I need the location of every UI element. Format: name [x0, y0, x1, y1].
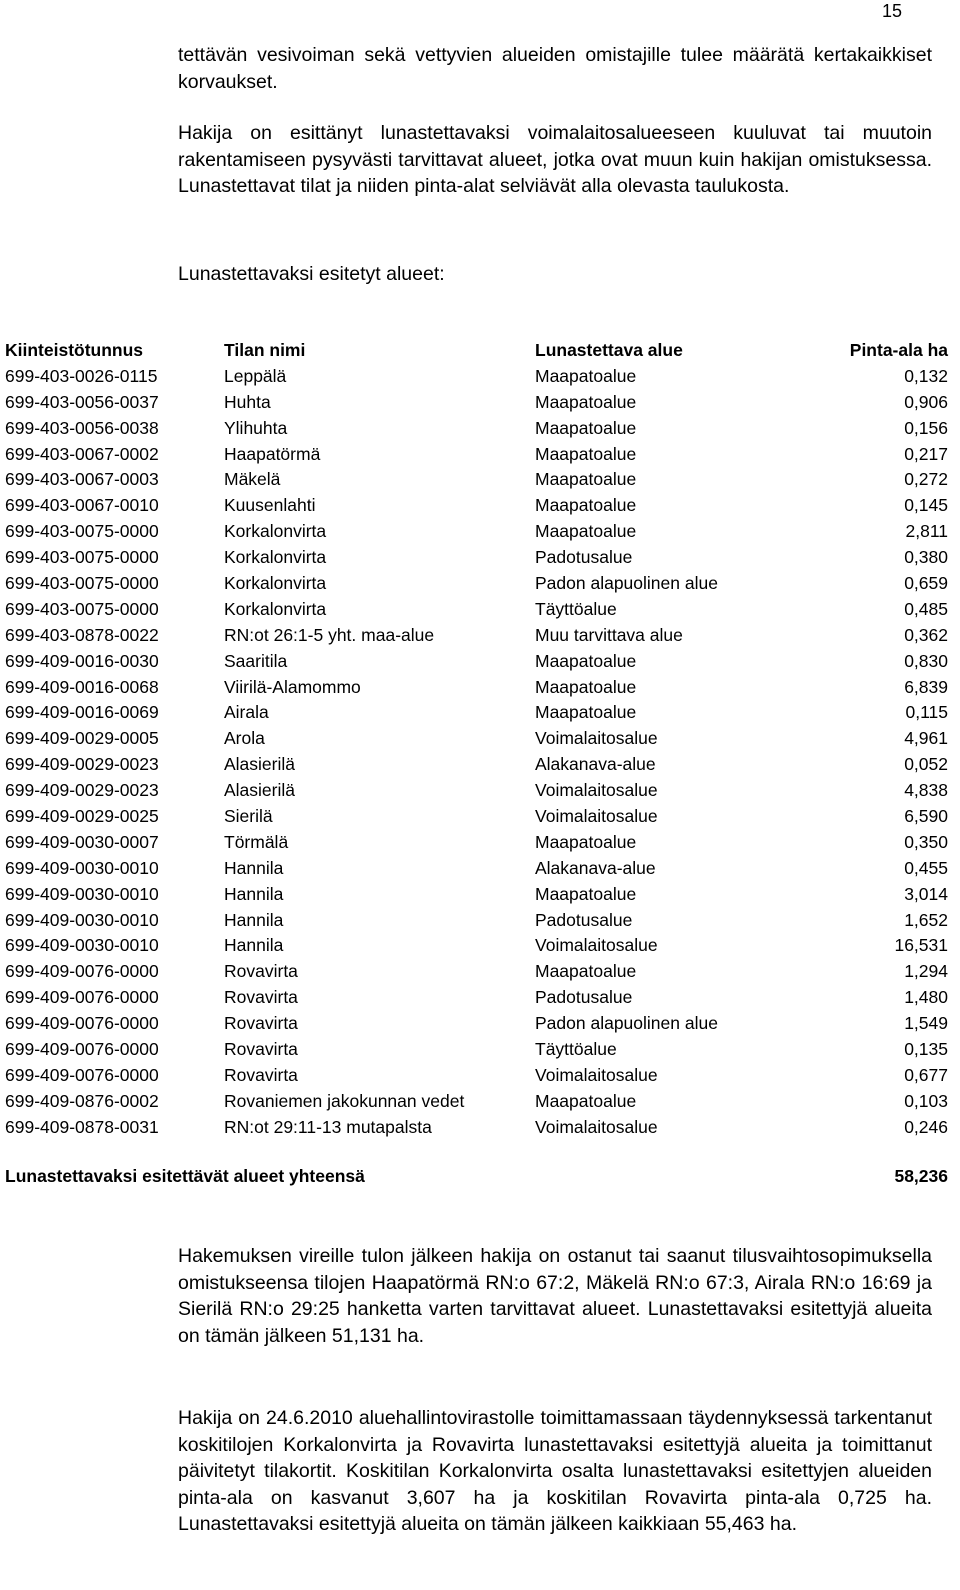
- table-caption: Lunastettavaksi esitetyt alueet:: [178, 263, 445, 285]
- cell-property-id: 699-409-0030-0010: [5, 857, 159, 878]
- cell-area-ha: 4,961: [904, 728, 948, 749]
- table-row: [5, 597, 948, 623]
- cell-area-ha: 0,380: [904, 547, 948, 568]
- table-row: [5, 856, 948, 882]
- cell-area-type: Maapatoalue: [535, 417, 637, 438]
- cell-area-type: Voimalaitosalue: [535, 806, 658, 827]
- header-property-id: Kiinteistötunnus: [5, 340, 144, 360]
- cell-area-ha: 0,132: [904, 365, 948, 386]
- table-row: [5, 571, 948, 597]
- table-row: [5, 364, 948, 390]
- cell-area-ha: 2,811: [905, 521, 948, 542]
- table-row: [5, 959, 948, 985]
- cell-area-type: Padotusalue: [535, 987, 633, 1008]
- cell-estate-name: Mäkelä: [224, 469, 281, 490]
- cell-estate-name: Airala: [224, 702, 269, 723]
- cell-property-id: 699-409-0029-0005: [5, 728, 159, 749]
- cell-area-type: Maapatoalue: [535, 469, 637, 490]
- paragraph-expropriation-areas: Hakija on esittänyt lunastettavaksi voimalaitosalueeseen kuuluvat tai muutoin rakentamiseen pysyvästi tarvittavat alueet, jotka ovat muun kuin hakijan omistuksessa. Lunastettavat tilat ja niiden pinta-alat selviävät alla olevasta taulukosta.: [178, 122, 932, 197]
- cell-area-type: Maapatoalue: [535, 1090, 637, 1111]
- cell-area-type: Padotusalue: [535, 909, 633, 930]
- cell-area-ha: 0,246: [904, 1116, 948, 1137]
- cell-area-type: Voimalaitosalue: [535, 728, 658, 749]
- cell-area-type: Maapatoalue: [535, 365, 637, 386]
- cell-property-id: 699-403-0026-0115: [5, 365, 158, 386]
- cell-estate-name: Hannila: [224, 935, 284, 956]
- table-row: [5, 1115, 948, 1141]
- cell-property-id: 699-409-0076-0000: [5, 961, 159, 982]
- cell-area-ha: 1,480: [904, 987, 948, 1008]
- cell-area-ha: 0,659: [904, 573, 948, 594]
- property-table: [5, 338, 948, 1141]
- table-row: [5, 700, 948, 726]
- table-row: [5, 649, 948, 675]
- cell-area-type: Voimalaitosalue: [535, 780, 658, 801]
- cell-property-id: 699-409-0076-0000: [5, 1013, 159, 1034]
- table-total-row: [5, 1163, 948, 1189]
- cell-estate-name: Alasierilä: [224, 780, 295, 801]
- cell-area-ha: 0,350: [904, 831, 948, 852]
- cell-area-type: Täyttöalue: [535, 1039, 617, 1060]
- cell-area-ha: 16,531: [894, 935, 948, 956]
- cell-estate-name: Rovaniemen jakokunnan vedet: [224, 1090, 465, 1111]
- cell-property-id: 699-403-0878-0022: [5, 624, 159, 645]
- cell-estate-name: Ylihuhta: [224, 417, 288, 438]
- cell-property-id: 699-403-0075-0000: [5, 598, 159, 619]
- cell-area-ha: 0,485: [904, 598, 948, 619]
- cell-property-id: 699-403-0067-0003: [5, 469, 159, 490]
- table-row: [5, 493, 948, 519]
- cell-estate-name: Haapatörmä: [224, 443, 321, 464]
- paragraph-supplement: Hakija on 24.6.2010 aluehallintovirastolle toimittamassaan täydennyksessä tarkentanut koskitilojen Korkalonvirta ja Rovavirta lunastettavaksi esitettyjä alueita ja toimittanut päivitetyt tilakortit. Koskitilan Korkalonvirta osalta lunastettavaksi esitettyjen alueiden pinta-ala on kasvanut 3,607 ha ja koskitilan Rovavirta pinta-ala 0,725 ha. Lunastettavaksi esitettyjä alueita on tämän jälkeen kaikkiaan 55,463 ha.: [178, 1407, 932, 1535]
- cell-property-id: 699-403-0067-0002: [5, 443, 159, 464]
- cell-area-ha: 0,115: [905, 702, 948, 723]
- cell-area-type: Voimalaitosalue: [535, 935, 658, 956]
- cell-area-type: Täyttöalue: [535, 598, 617, 619]
- cell-area-type: Voimalaitosalue: [535, 1064, 658, 1085]
- total-label: Lunastettavaksi esitettävät alueet yhteensä: [5, 1166, 365, 1186]
- table-row: [5, 752, 948, 778]
- table-row: [5, 442, 948, 468]
- cell-property-id: 699-403-0075-0000: [5, 547, 159, 568]
- cell-area-ha: 0,362: [904, 624, 948, 645]
- cell-property-id: 699-409-0016-0068: [5, 676, 159, 697]
- cell-estate-name: Korkalonvirta: [224, 547, 327, 568]
- table-row: [5, 804, 948, 830]
- cell-area-ha: 1,294: [904, 961, 948, 982]
- table-header-row: [5, 338, 948, 364]
- total-value: 58,236: [894, 1166, 948, 1186]
- cell-estate-name: Rovavirta: [224, 961, 298, 982]
- table-row: [5, 675, 948, 701]
- cell-area-ha: 0,156: [904, 417, 948, 438]
- cell-area-ha: 6,590: [904, 806, 948, 827]
- cell-estate-name: Törmälä: [224, 831, 289, 852]
- header-area-type: Lunastettava alue: [535, 340, 683, 360]
- cell-estate-name: Korkalonvirta: [224, 521, 327, 542]
- cell-estate-name: Korkalonvirta: [224, 573, 327, 594]
- cell-area-type: Maapatoalue: [535, 495, 637, 516]
- cell-estate-name: Korkalonvirta: [224, 598, 327, 619]
- cell-estate-name: Alasierilä: [224, 754, 295, 775]
- cell-area-ha: 0,135: [904, 1039, 948, 1060]
- table-row: [5, 882, 948, 908]
- cell-area-type: Maapatoalue: [535, 443, 637, 464]
- cell-area-ha: 0,906: [904, 391, 948, 412]
- cell-area-ha: 1,549: [904, 1013, 948, 1034]
- cell-area-type: Alakanava-alue: [535, 754, 656, 775]
- table-row: [5, 908, 948, 934]
- cell-estate-name: Huhta: [224, 391, 271, 412]
- cell-estate-name: Kuusenlahti: [224, 495, 316, 516]
- cell-property-id: 699-409-0029-0023: [5, 754, 159, 775]
- cell-area-type: Maapatoalue: [535, 961, 637, 982]
- cell-estate-name: RN:ot 29:11-13 mutapalsta: [224, 1116, 432, 1137]
- cell-area-ha: 0,455: [904, 857, 948, 878]
- cell-area-type: Padon alapuolinen alue: [535, 1013, 718, 1034]
- paragraph-acquired-areas: Hakemuksen vireille tulon jälkeen hakija on ostanut tai saanut tilusvaihtosopimuksella omistukseensa tilojen Haapatörmä RN:o 67:2, Mäkelä RN:o 67:3, Airala RN:o 16:69 ja Sierilä RN:o 29:25 hanketta varten tarvittavat alueet. Lunastettavaksi esitettyjä alueita on tämän jälkeen 51,131 ha.: [178, 1245, 932, 1347]
- cell-estate-name: Viirilä-Alamommo: [224, 676, 361, 697]
- cell-estate-name: Hannila: [224, 883, 284, 904]
- table-row: [5, 1089, 948, 1115]
- cell-estate-name: Sierilä: [224, 806, 273, 827]
- cell-estate-name: Rovavirta: [224, 1013, 298, 1034]
- cell-area-ha: 1,652: [904, 909, 948, 930]
- cell-area-ha: 4,838: [904, 780, 948, 801]
- cell-estate-name: Rovavirta: [224, 987, 298, 1008]
- cell-property-id: 699-409-0876-0002: [5, 1090, 159, 1111]
- cell-area-type: Muu tarvittava alue: [535, 624, 683, 645]
- cell-estate-name: Leppälä: [224, 365, 287, 386]
- cell-area-type: Voimalaitosalue: [535, 1116, 658, 1137]
- cell-area-ha: 3,014: [904, 883, 948, 904]
- cell-estate-name: Hannila: [224, 857, 284, 878]
- table-row: [5, 1063, 948, 1089]
- table-row: [5, 985, 948, 1011]
- cell-area-type: Maapatoalue: [535, 521, 637, 542]
- cell-property-id: 699-409-0030-0007: [5, 831, 159, 852]
- cell-area-ha: 6,839: [904, 676, 948, 697]
- cell-property-id: 699-409-0029-0023: [5, 780, 159, 801]
- cell-property-id: 699-403-0075-0000: [5, 573, 159, 594]
- cell-estate-name: Arola: [224, 728, 265, 749]
- cell-estate-name: Hannila: [224, 909, 284, 930]
- table-row: [5, 390, 948, 416]
- cell-area-type: Padon alapuolinen alue: [535, 573, 718, 594]
- cell-property-id: 699-403-0067-0010: [5, 495, 159, 516]
- header-estate-name: Tilan nimi: [224, 340, 306, 360]
- table-body: [5, 364, 948, 1141]
- table-row: [5, 519, 948, 545]
- table-row: [5, 1037, 948, 1063]
- cell-property-id: 699-409-0030-0010: [5, 883, 159, 904]
- header-area-ha: Pinta-ala ha: [849, 340, 948, 360]
- cell-area-ha: 0,103: [904, 1090, 948, 1111]
- cell-area-type: Alakanava-alue: [535, 857, 656, 878]
- table-row: [5, 933, 948, 959]
- table-row: [5, 545, 948, 571]
- cell-area-ha: 0,217: [904, 443, 948, 464]
- cell-property-id: 699-409-0076-0000: [5, 987, 159, 1008]
- cell-area-type: Maapatoalue: [535, 883, 637, 904]
- cell-property-id: 699-409-0029-0025: [5, 806, 159, 827]
- cell-area-type: Maapatoalue: [535, 391, 637, 412]
- page-number: 15: [881, 1, 902, 21]
- cell-property-id: 699-403-0075-0000: [5, 521, 159, 542]
- cell-property-id: 699-409-0016-0069: [5, 702, 159, 723]
- table-row: [5, 726, 948, 752]
- cell-property-id: 699-409-0030-0010: [5, 909, 159, 930]
- table-row: [5, 1011, 948, 1037]
- cell-property-id: 699-409-0878-0031: [5, 1116, 159, 1137]
- cell-property-id: 699-403-0056-0038: [5, 417, 159, 438]
- cell-property-id: 699-409-0016-0030: [5, 650, 159, 671]
- table-row: [5, 830, 948, 856]
- cell-area-ha: 0,830: [904, 650, 948, 671]
- paragraph-compensation: tettävän vesivoiman sekä vettyvien alueiden omistajille tulee määrätä kertakaikkiset korvaukset.: [178, 44, 932, 93]
- table-row: [5, 623, 948, 649]
- cell-area-type: Maapatoalue: [535, 676, 637, 697]
- cell-area-ha: 0,677: [904, 1064, 948, 1085]
- cell-property-id: 699-409-0030-0010: [5, 935, 159, 956]
- cell-property-id: 699-409-0076-0000: [5, 1039, 159, 1060]
- cell-area-type: Maapatoalue: [535, 650, 637, 671]
- cell-area-type: Padotusalue: [535, 547, 633, 568]
- cell-property-id: 699-409-0076-0000: [5, 1064, 159, 1085]
- cell-estate-name: Rovavirta: [224, 1064, 298, 1085]
- table-row: [5, 467, 948, 493]
- cell-area-type: Maapatoalue: [535, 702, 637, 723]
- table-row: [5, 778, 948, 804]
- cell-property-id: 699-403-0056-0037: [5, 391, 159, 412]
- cell-estate-name: RN:ot 26:1-5 yht. maa-alue: [224, 624, 435, 645]
- cell-area-type: Maapatoalue: [535, 831, 637, 852]
- cell-estate-name: Saaritila: [224, 650, 288, 671]
- cell-area-ha: 0,272: [904, 469, 948, 490]
- table-row: [5, 416, 948, 442]
- cell-area-ha: 0,052: [904, 754, 948, 775]
- cell-estate-name: Rovavirta: [224, 1039, 298, 1060]
- cell-area-ha: 0,145: [904, 495, 948, 516]
